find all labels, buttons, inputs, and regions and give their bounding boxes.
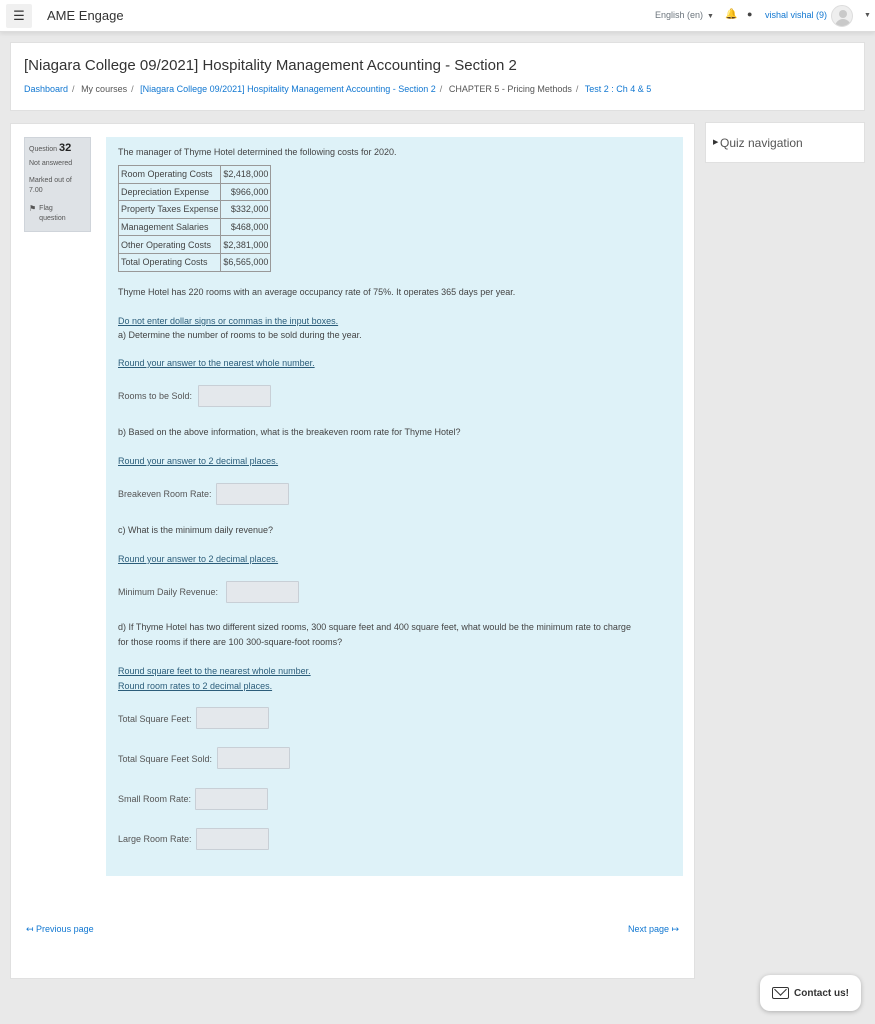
table-row: Management Salaries $468,000 xyxy=(119,218,271,236)
contact-us-button[interactable] xyxy=(760,975,861,1011)
breadcrumb: Dashboard / My courses / [Niagara College 09/2021] Hospitality Management Accounting - Section 2 / CHAPTER 5 - Pricing Methods / Test 2 : Ch 4 & 5 xyxy=(24,84,652,94)
language-label: English (en) xyxy=(655,10,704,20)
flag-question-button[interactable]: ⚑ Flag question xyxy=(29,204,66,222)
caret-down-icon: ▼ xyxy=(707,13,714,20)
large-room-rate-label: Large Room Rate: xyxy=(118,834,192,844)
part-b-text: b) Based on the above information, what is the breakeven room rate for Thyme Hotel? xyxy=(118,427,461,437)
total-sqft-input[interactable] xyxy=(196,707,269,729)
breakeven-rate-input[interactable] xyxy=(216,483,289,505)
quiz-main-region xyxy=(10,123,695,979)
user-caret-down-icon[interactable]: ▼ xyxy=(864,12,871,19)
next-page-link[interactable]: Next page ↦ xyxy=(628,924,680,934)
course-title: [Niagara College 09/2021] Hospitality Management Accounting - Section 2 xyxy=(24,57,517,74)
table-row: Depreciation Expense $966,000 xyxy=(119,183,271,201)
previous-page-link[interactable]: ↤ Previous page xyxy=(26,924,94,934)
breakeven-rate-label: Breakeven Room Rate: xyxy=(118,489,212,499)
arrow-left-icon: ↤ xyxy=(26,924,37,934)
notifications-bell-icon[interactable]: 🔔 xyxy=(725,9,738,20)
breadcrumb-dashboard[interactable]: Dashboard xyxy=(24,84,69,94)
breadcrumb-chapter[interactable]: CHAPTER 5 - Pricing Methods xyxy=(448,84,572,94)
quiz-navigation-title: Quiz navigation xyxy=(720,136,803,150)
rooms-sold-label: Rooms to be Sold: xyxy=(118,391,193,401)
table-row: Total Operating Costs $6,565,000 xyxy=(119,253,271,271)
table-row: Property Taxes Expense $332,000 xyxy=(119,201,271,219)
flag-icon: ⚑ xyxy=(29,204,37,213)
quiz-navigation-block[interactable] xyxy=(705,122,865,163)
messages-chat-icon[interactable]: ● xyxy=(747,9,753,19)
part-a-text: a) Determine the number of rooms to be sold during the year. xyxy=(118,330,362,340)
rooms-sold-input[interactable] xyxy=(198,385,271,407)
user-avatar[interactable] xyxy=(831,5,853,27)
round-instruction: Round your answer to 2 decimal places. xyxy=(118,456,279,466)
min-daily-revenue-input[interactable] xyxy=(226,581,299,603)
small-room-rate-label: Small Room Rate: xyxy=(118,794,192,804)
total-sqft-label: Total Square Feet: xyxy=(118,714,192,724)
question-content xyxy=(106,137,683,876)
site-brand[interactable]: AME Engage xyxy=(47,8,124,23)
question-grade: Marked out of 7.00 xyxy=(29,177,72,194)
breadcrumb-test[interactable]: Test 2 : Ch 4 & 5 xyxy=(584,84,652,94)
total-sqft-sold-input[interactable] xyxy=(217,747,290,769)
small-room-rate-input[interactable] xyxy=(195,788,268,810)
total-sqft-sold-label: Total Square Feet Sold: xyxy=(118,754,213,764)
arrow-right-icon: ↦ xyxy=(669,924,680,934)
language-menu[interactable] xyxy=(655,10,714,20)
mail-icon xyxy=(772,987,789,999)
round-rates-instruction: Round room rates to 2 decimal places. xyxy=(118,681,273,691)
min-daily-revenue-label: Minimum Daily Revenue: xyxy=(118,587,219,597)
question-info-box xyxy=(24,137,91,232)
page-header xyxy=(10,42,865,111)
part-c-text: c) What is the minimum daily revenue? xyxy=(118,525,274,535)
contact-us-label: Contact us! xyxy=(794,987,849,999)
part-d-text-line2: for those rooms if there are 100 300-square-foot rooms? xyxy=(118,637,343,647)
round-instruction: Round your answer to the nearest whole number. xyxy=(118,358,315,368)
question-state: Not answered xyxy=(29,160,73,167)
large-room-rate-input[interactable] xyxy=(196,828,269,850)
user-menu-name[interactable]: vishal vishal (9) xyxy=(765,10,828,20)
hamburger-icon: ☰ xyxy=(13,8,25,23)
question-intro: The manager of Thyme Hotel determined the following costs for 2020. xyxy=(118,147,397,157)
costs-table xyxy=(118,165,271,272)
top-navbar xyxy=(0,0,875,32)
table-row: Room Operating Costs $2,418,000 xyxy=(119,166,271,184)
caret-right-icon: ▶ xyxy=(713,139,719,146)
breadcrumb-course[interactable]: [Niagara College 09/2021] Hospitality Management Accounting - Section 2 xyxy=(140,84,436,94)
hotel-info: Thyme Hotel has 220 rooms with an average occupancy rate of 75%. It operates 365 days per year. xyxy=(118,287,516,297)
round-sqft-instruction: Round square feet to the nearest whole number. xyxy=(118,666,311,676)
question-number: Question 32 xyxy=(29,142,72,154)
part-d-text-line1: d) If Thyme Hotel has two different sized rooms, 300 square feet and 400 square feet, what would be the minimum rate to charge xyxy=(118,622,631,632)
table-row: Other Operating Costs $2,381,000 xyxy=(119,236,271,254)
round-instruction: Round your answer to 2 decimal places. xyxy=(118,554,279,564)
menu-toggle-button[interactable] xyxy=(6,4,32,28)
note-no-symbols: Do not enter dollar signs or commas in the input boxes. xyxy=(118,316,339,326)
breadcrumb-my-courses: My courses xyxy=(81,84,128,94)
